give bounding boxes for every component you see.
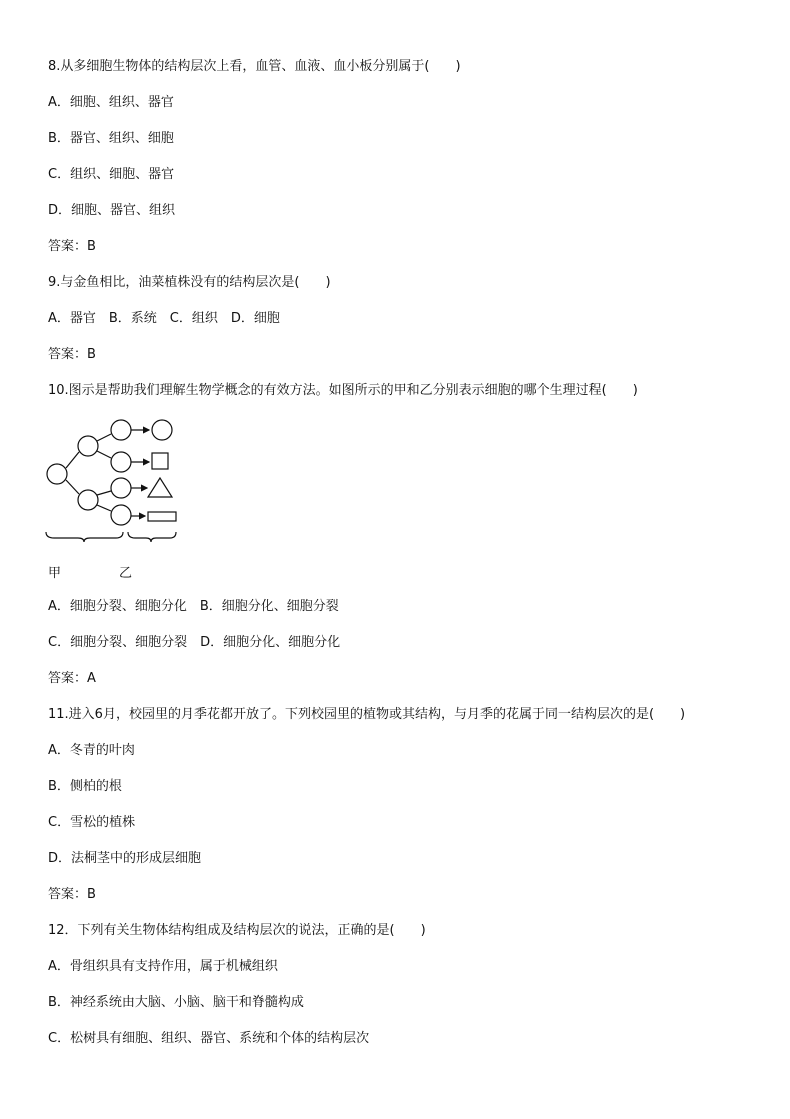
diagram-labels bbox=[48, 562, 168, 580]
question-11-prompt: 11.进入6月，校园里的月季花都开放了。下列校园里的植物或其结构，与月季的花属于同一结构层次的是( ) bbox=[48, 707, 686, 722]
brace-jia bbox=[46, 532, 123, 542]
question-10-options-line-1: A．细胞分裂、细胞分化 B．细胞分化、细胞分裂 bbox=[48, 599, 339, 614]
question-11-option-d: D．法桐茎中的形成层细胞 bbox=[48, 851, 202, 866]
question-11-answer: 答案：B bbox=[48, 887, 96, 902]
question-9-prompt: 9.与金鱼相比，油菜植株没有的结构层次是( ) bbox=[48, 275, 331, 290]
cell-rectangle bbox=[148, 512, 176, 521]
question-9-answer: 答案：B bbox=[48, 347, 96, 362]
question-8-option-d: D．细胞、器官、组织 bbox=[48, 203, 176, 218]
question-8-option-a: A．细胞、组织、器官 bbox=[48, 95, 174, 110]
question-8-prompt: 8.从多细胞生物体的结构层次上看，血管、血液、血小板分别属于( ) bbox=[48, 59, 461, 74]
label-yi: 乙 bbox=[119, 566, 133, 581]
brace-yi bbox=[128, 532, 176, 542]
question-12-prompt: 12．下列有关生物体结构组成及结构层次的说法，正确的是( ) bbox=[48, 923, 426, 938]
cell-square bbox=[152, 453, 168, 469]
question-10-answer: 答案：A bbox=[48, 671, 96, 686]
question-8-answer: 答案：B bbox=[48, 239, 96, 254]
cell-circle bbox=[111, 452, 131, 472]
question-11-option-b: B．侧柏的根 bbox=[48, 779, 122, 794]
question-10-options-line-2: C．细胞分裂、细胞分裂 D．细胞分化、细胞分化 bbox=[48, 635, 341, 650]
question-11-option-c: C．雪松的植株 bbox=[48, 815, 136, 830]
question-8-option-b: B．器官、组织、细胞 bbox=[48, 131, 174, 146]
question-12-option-b: B．神经系统由大脑、小脑、脑干和脊髓构成 bbox=[48, 995, 304, 1010]
cell-circle bbox=[78, 490, 98, 510]
cell-circle bbox=[47, 464, 67, 484]
cell-circle bbox=[152, 420, 172, 440]
question-8-option-c: C．组织、细胞、器官 bbox=[48, 167, 175, 182]
cell-circle bbox=[111, 505, 131, 525]
question-9-options: A．器官 B．系统 C．组织 D．细胞 bbox=[48, 311, 280, 326]
cell-triangle bbox=[148, 478, 172, 497]
question-10-prompt: 10.图示是帮助我们理解生物学概念的有效方法。如图所示的甲和乙分别表示细胞的哪个生理过程( ) bbox=[48, 383, 638, 398]
label-jia: 甲 bbox=[48, 566, 62, 581]
question-12-option-a: A．骨组织具有支持作用，属于机械组织 bbox=[48, 959, 278, 974]
cell-circle bbox=[78, 436, 98, 456]
question-11-option-a: A．冬青的叶肉 bbox=[48, 743, 135, 758]
cell-circle bbox=[111, 420, 131, 440]
cell-process-diagram bbox=[40, 412, 190, 552]
cell-circle bbox=[111, 478, 131, 498]
question-12-option-c: C．松树具有细胞、组织、器官、系统和个体的结构层次 bbox=[48, 1031, 370, 1046]
